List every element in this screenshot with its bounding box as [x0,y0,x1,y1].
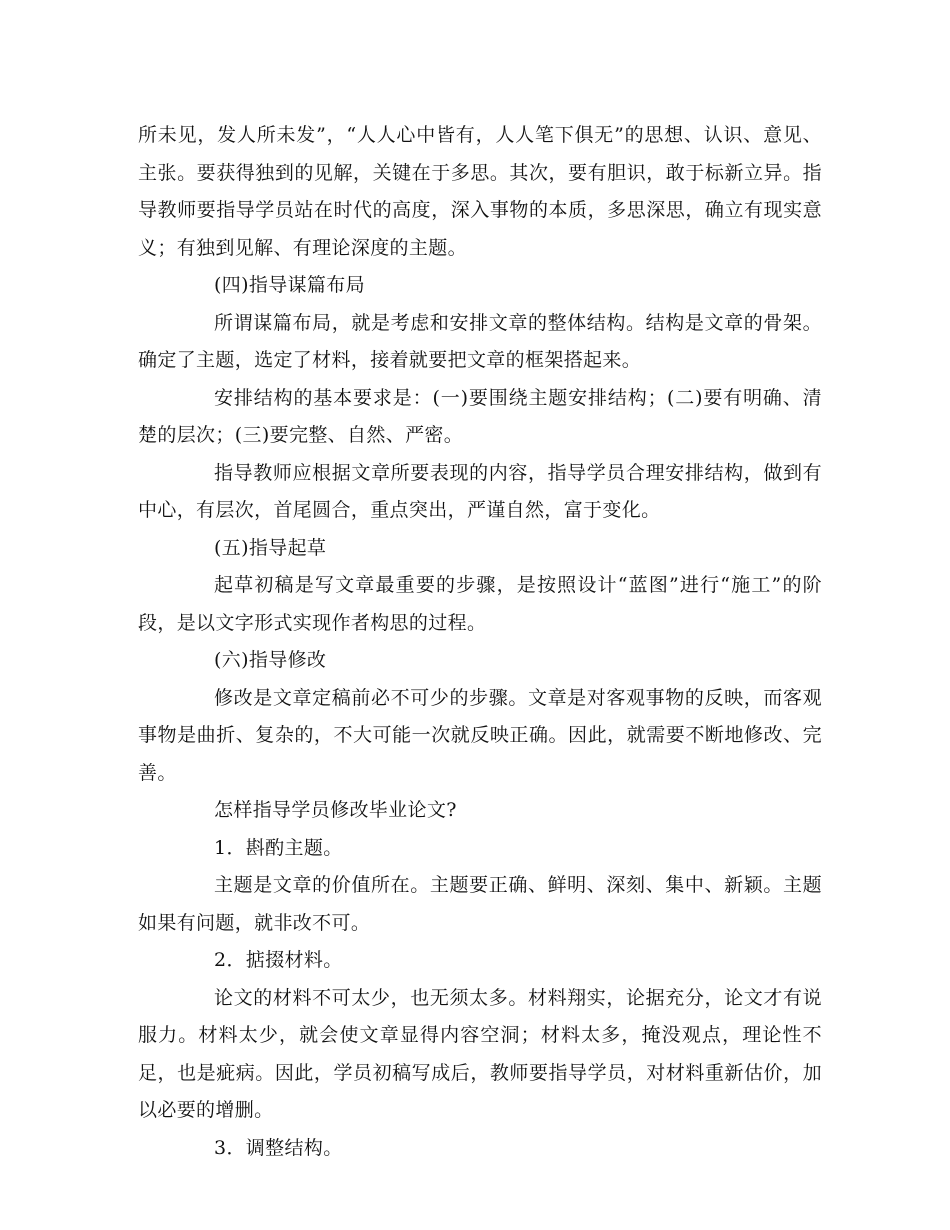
section-heading-6: (六)指导修改 [214,649,327,671]
paragraph-continuation: 所未见，发人所未发”，“人人心中皆有，人人笔下俱无”的思想、认识、意见、主张。要获得独到的见解，关键在于多思。其次，要有胆识，敢于标新立异。指导教师要指导学员站在时代的高度，深入事物的本质，多思深思，确立有现实意义；有独到见解、有理论深度的主题。 [138,124,822,259]
document-body [138,117,822,1167]
paragraph: 修改是文章定稿前必不可少的步骤。文章是对客观事物的反映，而客观事物是曲折、复杂的，不大可能一次就反映正确。因此，就需要不断地修改、完善。 [138,686,822,784]
paragraph: 指导教师应根据文章所要表现的内容，指导学员合理安排结构，做到有中心，有层次，首尾圆合，重点突出，严谨自然，富于变化。 [138,461,822,521]
paragraph: 主题是文章的价值所在。主题要正确、鲜明、深刻、集中、新颖。主题如果有问题，就非改不可。 [138,874,822,934]
section-heading-4: (四)指导谋篇布局 [214,274,365,296]
list-item-heading-1: 1．斟酌主题。 [214,836,343,859]
list-item-heading-3: 3．调整结构。 [214,1136,343,1159]
paragraph: 起草初稿是写文章最重要的步骤，是按照设计“蓝图”进行“施工”的阶段，是以文字形式实现作者构思的过程。 [138,574,822,634]
list-item-heading-2: 2．掂掇材料。 [214,949,343,971]
paragraph-question: 怎样指导学员修改毕业论文? [214,799,457,821]
section-heading-5: (五)指导起草 [214,536,327,559]
paragraph: 论文的材料不可太少，也无须太多。材料翔实，论据充分，论文才有说服力。材料太少，就会使文章显得内容空洞；材料太多，掩没观点，理论性不足，也是疵病。因此，学员初稿写成后，教师要指导学员，对材料重新估价，加以必要的增删。 [138,986,822,1121]
paragraph: 安排结构的基本要求是：(一)要围绕主题安排结构；(二)要有明确、清楚的层次；(三)要完整、自然、严密。 [138,386,822,446]
paragraph: 所谓谋篇布局，就是考虑和安排文章的整体结构。结构是文章的骨架。确定了主题，选定了材料，接着就要把文章的框架搭起来。 [138,311,822,371]
